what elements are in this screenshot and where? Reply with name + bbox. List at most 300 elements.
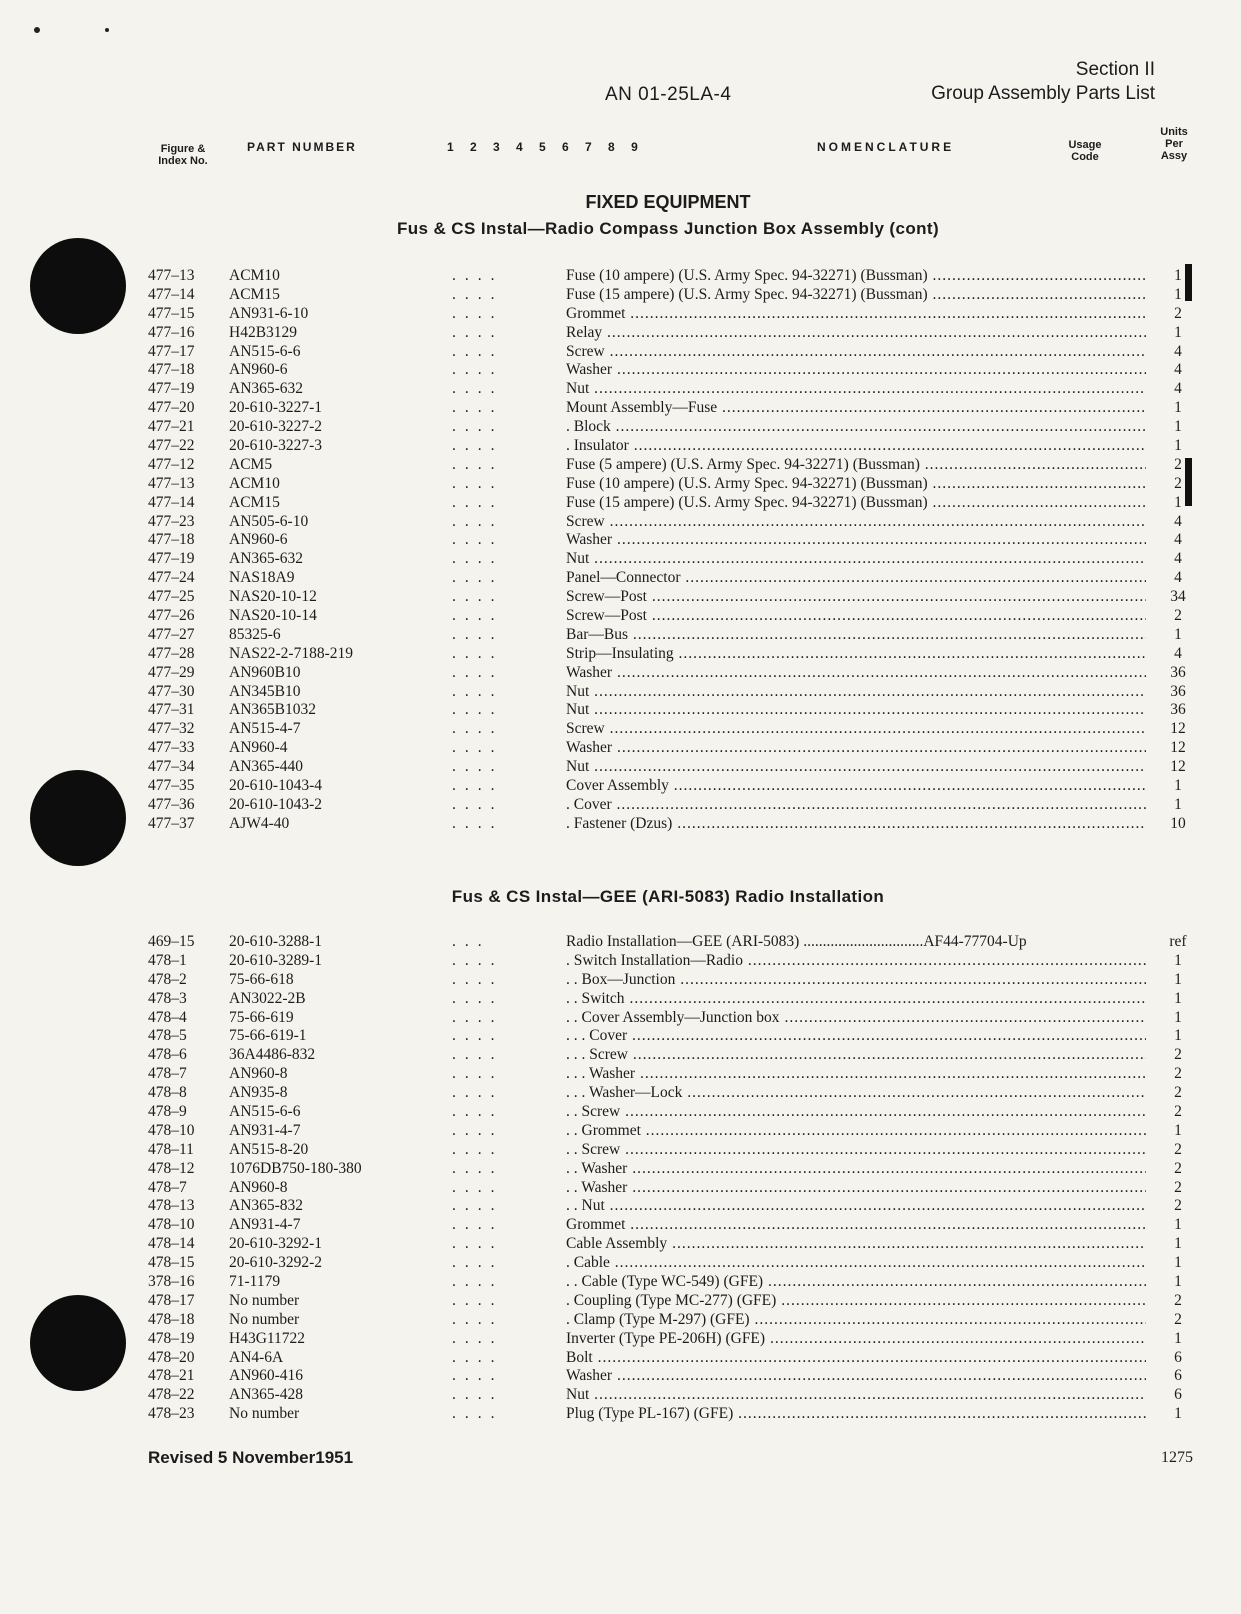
units-per-assy: 1 bbox=[1174, 777, 1182, 795]
part-number: 75-66-619 bbox=[229, 1008, 294, 1026]
figure-index: 378–16 bbox=[148, 1273, 195, 1291]
nomenclature: Screw ..... bbox=[566, 513, 1146, 532]
figure-index: 478–7 bbox=[148, 1065, 187, 1083]
table-row bbox=[0, 1367, 1241, 1386]
units-per-assy: 1 bbox=[1174, 1027, 1182, 1045]
indent-dots: .... bbox=[452, 1367, 504, 1385]
part-number: NAS18A9 bbox=[229, 569, 295, 587]
table-row bbox=[0, 380, 1241, 399]
figure-index: 477–37 bbox=[148, 814, 195, 832]
table-row bbox=[0, 286, 1241, 305]
part-number: AN3022-2B bbox=[229, 989, 306, 1007]
indent-dots: .... bbox=[452, 437, 504, 455]
units-per-assy: 1 bbox=[1174, 323, 1182, 341]
figure-index: 477–29 bbox=[148, 663, 195, 681]
figure-index: 477–13 bbox=[148, 267, 195, 284]
table-row bbox=[0, 1027, 1241, 1046]
indent-dots: .... bbox=[452, 682, 504, 700]
part-number: AN931-6-10 bbox=[229, 304, 309, 322]
table-row bbox=[0, 513, 1241, 532]
figure-index: 478–18 bbox=[148, 1310, 195, 1328]
indent-dots: .... bbox=[452, 342, 504, 360]
indent-dots: .... bbox=[452, 739, 504, 757]
figure-index: 478–22 bbox=[148, 1386, 195, 1404]
nomenclature: Nut ..... bbox=[566, 758, 1146, 777]
part-number: NAS20-10-12 bbox=[229, 588, 317, 606]
table-row bbox=[0, 267, 1241, 286]
figure-index: 477–21 bbox=[148, 418, 195, 436]
table-row bbox=[0, 569, 1241, 588]
indent-dots: .... bbox=[452, 1291, 504, 1309]
part-number: AN515-6-6 bbox=[229, 342, 301, 360]
nomenclature: . . . Washer—Lock ..... bbox=[566, 1084, 1146, 1103]
part-number: AN365-832 bbox=[229, 1197, 304, 1215]
table-row bbox=[0, 1160, 1241, 1179]
table-row bbox=[0, 1311, 1241, 1330]
part-number: 20-610-1043-2 bbox=[229, 795, 322, 813]
table-row bbox=[0, 361, 1241, 380]
indent-dots: .... bbox=[452, 607, 504, 625]
figure-index: 477–13 bbox=[148, 474, 195, 492]
figure-index: 477–18 bbox=[148, 361, 195, 379]
nomenclature: Bolt ..... bbox=[566, 1349, 1146, 1368]
units-per-assy: 1 bbox=[1174, 399, 1182, 417]
nomenclature: . . Nut ..... bbox=[566, 1197, 1146, 1216]
indent-dots: .... bbox=[452, 970, 504, 988]
parts-list-1 bbox=[0, 267, 1241, 834]
figure-index: 477–22 bbox=[148, 437, 195, 455]
indent-dots: .... bbox=[452, 399, 504, 417]
units-per-assy: 12 bbox=[1170, 720, 1186, 738]
units-per-assy: 1 bbox=[1174, 285, 1182, 303]
part-number: 20-610-3227-3 bbox=[229, 437, 322, 455]
indent-dots: .... bbox=[452, 323, 504, 341]
indent-dots: ... bbox=[452, 933, 491, 950]
units-per-assy: 2 bbox=[1174, 1291, 1182, 1309]
units-per-assy: 6 bbox=[1174, 1367, 1182, 1385]
units-per-assy: 1 bbox=[1174, 1216, 1182, 1234]
units-per-assy: 1 bbox=[1174, 267, 1182, 284]
section-label: Section II bbox=[1075, 59, 1155, 80]
indent-dots: .... bbox=[452, 701, 504, 719]
col-units-per-assy: Units Per Assy bbox=[1160, 126, 1188, 162]
table-row bbox=[0, 324, 1241, 343]
figure-index: 478–19 bbox=[148, 1329, 195, 1347]
nomenclature: Mount Assembly—Fuse ..... bbox=[566, 399, 1146, 418]
units-per-assy: 1 bbox=[1174, 625, 1182, 643]
nomenclature: . . Grommet ..... bbox=[566, 1122, 1146, 1141]
figure-index: 478–2 bbox=[148, 970, 187, 988]
units-per-assy: 36 bbox=[1170, 663, 1186, 681]
part-number: AN515-4-7 bbox=[229, 720, 301, 738]
indent-dots: .... bbox=[452, 512, 504, 530]
indent-dots: .... bbox=[452, 474, 504, 492]
table-row bbox=[0, 1292, 1241, 1311]
nomenclature: . Switch Installation—Radio ..... bbox=[566, 952, 1146, 971]
nomenclature: Inverter (Type PE-206H) (GFE) ..... bbox=[566, 1330, 1146, 1349]
indent-dots: .... bbox=[452, 569, 504, 587]
indent-dots: .... bbox=[452, 1235, 504, 1253]
part-number: AN935-8 bbox=[229, 1084, 288, 1102]
part-number: AN960-4 bbox=[229, 739, 288, 757]
units-per-assy: 2 bbox=[1174, 607, 1182, 625]
part-number: No number bbox=[229, 1405, 300, 1423]
table-row bbox=[0, 1254, 1241, 1273]
indent-dots: .... bbox=[452, 1216, 504, 1234]
table-row bbox=[0, 971, 1241, 990]
nomenclature: . Clamp (Type M-297) (GFE) ..... bbox=[566, 1311, 1146, 1330]
indent-dots: .... bbox=[452, 1348, 504, 1366]
indent-dots: .... bbox=[452, 1103, 504, 1121]
nomenclature: . . Screw ..... bbox=[566, 1141, 1146, 1160]
part-number: 20-610-1043-4 bbox=[229, 777, 322, 795]
figure-index: 477–25 bbox=[148, 588, 195, 606]
part-number: 75-66-618 bbox=[229, 970, 294, 988]
units-per-assy: 4 bbox=[1174, 361, 1182, 379]
indent-dots: .... bbox=[452, 1386, 504, 1404]
table-row bbox=[0, 701, 1241, 720]
part-number: No number bbox=[229, 1291, 300, 1309]
figure-index: 478–11 bbox=[148, 1140, 194, 1158]
units-per-assy: 1 bbox=[1174, 493, 1182, 511]
speck bbox=[34, 27, 40, 33]
units-per-assy: 2 bbox=[1174, 1046, 1182, 1064]
figure-index: 478–5 bbox=[148, 1027, 187, 1045]
figure-index: 477–34 bbox=[148, 758, 195, 776]
part-number: AN931-4-7 bbox=[229, 1121, 301, 1139]
table-row bbox=[0, 1330, 1241, 1349]
units-per-assy: 2 bbox=[1174, 1140, 1182, 1158]
table-row bbox=[0, 664, 1241, 683]
indent-dots: .... bbox=[452, 550, 504, 568]
units-per-assy: 36 bbox=[1170, 682, 1186, 700]
figure-index: 477–17 bbox=[148, 342, 195, 360]
nomenclature: Strip—Insulating ..... bbox=[566, 645, 1146, 664]
indent-dots: .... bbox=[452, 663, 504, 681]
units-per-assy: 1 bbox=[1174, 437, 1182, 455]
indent-dots: .... bbox=[452, 493, 504, 511]
figure-index: 469–15 bbox=[148, 933, 195, 950]
table-row bbox=[0, 739, 1241, 758]
units-per-assy: 1 bbox=[1174, 1008, 1182, 1026]
table-row bbox=[0, 1103, 1241, 1122]
part-number: AN4-6A bbox=[229, 1348, 284, 1366]
units-per-assy: 1 bbox=[1174, 1329, 1182, 1347]
figure-index: 478–9 bbox=[148, 1103, 187, 1121]
indent-dots: .... bbox=[452, 1121, 504, 1139]
nomenclature: . Coupling (Type MC-277) (GFE) ..... bbox=[566, 1292, 1146, 1311]
table-row bbox=[0, 588, 1241, 607]
indent-dots: .... bbox=[452, 989, 504, 1007]
figure-index: 478–15 bbox=[148, 1254, 195, 1272]
nomenclature: Nut ..... bbox=[566, 380, 1146, 399]
figure-index: 477–14 bbox=[148, 493, 195, 511]
nomenclature: Nut ..... bbox=[566, 1386, 1146, 1405]
nomenclature: . . . Screw ..... bbox=[566, 1046, 1146, 1065]
units-per-assy: 1 bbox=[1174, 418, 1182, 436]
indent-dots: .... bbox=[452, 1178, 504, 1196]
part-number: AN960B10 bbox=[229, 663, 301, 681]
part-number: AN365-632 bbox=[229, 550, 304, 568]
indent-dots: .... bbox=[452, 625, 504, 643]
table-row bbox=[0, 1179, 1241, 1198]
nomenclature: Screw—Post ..... bbox=[566, 588, 1146, 607]
figure-index: 478–12 bbox=[148, 1159, 195, 1177]
nomenclature: Fuse (5 ampere) (U.S. Army Spec. 94-32271) (Bussman) ..... bbox=[566, 456, 1146, 475]
figure-index: 478–7 bbox=[148, 1178, 187, 1196]
revision-date: Revised 5 November1951 bbox=[148, 1448, 354, 1467]
units-per-assy: 2 bbox=[1174, 1159, 1182, 1177]
nomenclature: Nut ..... bbox=[566, 683, 1146, 702]
indent-dots: .... bbox=[452, 1310, 504, 1328]
indent-dots: .... bbox=[452, 1197, 504, 1215]
units-per-assy: 1 bbox=[1174, 795, 1182, 813]
nomenclature: . . Box—Junction ..... bbox=[566, 971, 1146, 990]
figure-index: 478–8 bbox=[148, 1084, 187, 1102]
figure-index: 478–14 bbox=[148, 1235, 195, 1253]
nomenclature: Washer ..... bbox=[566, 361, 1146, 380]
part-number: AN365-428 bbox=[229, 1386, 304, 1404]
figure-index: 477–23 bbox=[148, 512, 195, 530]
units-per-assy: 12 bbox=[1170, 758, 1186, 776]
nomenclature: . . . Washer ..... bbox=[566, 1065, 1146, 1084]
units-per-assy: 6 bbox=[1174, 1348, 1182, 1366]
figure-index: 478–23 bbox=[148, 1405, 195, 1423]
part-number: 20-610-3288-1 bbox=[229, 933, 322, 950]
part-number: AN515-8-20 bbox=[229, 1140, 309, 1158]
part-number: 20-610-3227-2 bbox=[229, 418, 322, 436]
figure-index: 478–21 bbox=[148, 1367, 195, 1385]
page-number: 1275 bbox=[1161, 1449, 1193, 1466]
figure-index: 478–20 bbox=[148, 1348, 195, 1366]
part-number: AN505-6-10 bbox=[229, 512, 309, 530]
units-per-assy: 4 bbox=[1174, 342, 1182, 360]
table-row bbox=[0, 1405, 1241, 1424]
table-row bbox=[0, 399, 1241, 418]
nomenclature: . . . Cover ..... bbox=[566, 1027, 1146, 1046]
nomenclature: Washer ..... bbox=[566, 1367, 1146, 1386]
indent-dots: .... bbox=[452, 720, 504, 738]
table-row bbox=[0, 1273, 1241, 1292]
indent-dots: .... bbox=[452, 1046, 504, 1064]
figure-index: 477–14 bbox=[148, 285, 195, 303]
part-number: 20-610-3289-1 bbox=[229, 951, 322, 969]
figure-index: 478–1 bbox=[148, 951, 187, 969]
table-row bbox=[0, 933, 1241, 952]
group-title: FIXED EQUIPMENT bbox=[585, 192, 751, 212]
indent-dots: .... bbox=[452, 588, 504, 606]
table-row bbox=[0, 626, 1241, 645]
units-per-assy: 2 bbox=[1174, 1065, 1182, 1083]
indent-dots: .... bbox=[452, 1084, 504, 1102]
part-number: AN960-416 bbox=[229, 1367, 304, 1385]
table-row bbox=[0, 475, 1241, 494]
nomenclature: Grommet ..... bbox=[566, 1216, 1146, 1235]
table-row bbox=[0, 494, 1241, 513]
indent-dots: .... bbox=[452, 1329, 504, 1347]
table-row bbox=[0, 456, 1241, 475]
indent-dots: .... bbox=[452, 1027, 504, 1045]
table-row bbox=[0, 1122, 1241, 1141]
speck bbox=[105, 28, 109, 32]
indent-dots: .... bbox=[452, 814, 504, 832]
units-per-assy: 1 bbox=[1174, 1121, 1182, 1139]
table-row bbox=[0, 1046, 1241, 1065]
indent-dots: .... bbox=[452, 777, 504, 795]
nomenclature: . . Washer ..... bbox=[566, 1160, 1146, 1179]
part-number: ACM15 bbox=[229, 285, 280, 303]
indent-dots: .... bbox=[452, 267, 504, 284]
units-per-assy: 2 bbox=[1174, 1310, 1182, 1328]
section1-title: Fus & CS Instal—Radio Compass Junction Box Assembly (cont) bbox=[396, 219, 940, 238]
units-per-assy: 1 bbox=[1174, 1405, 1182, 1423]
part-number: 20-610-3292-1 bbox=[229, 1235, 322, 1253]
section-subtitle: Group Assembly Parts List bbox=[931, 83, 1155, 104]
table-row bbox=[0, 1386, 1241, 1405]
indent-dots: .... bbox=[452, 285, 504, 303]
part-number: AN365B1032 bbox=[229, 701, 316, 719]
units-per-assy: 2 bbox=[1174, 304, 1182, 322]
table-row bbox=[0, 343, 1241, 362]
table-row bbox=[0, 777, 1241, 796]
nomenclature: Panel—Connector ..... bbox=[566, 569, 1146, 588]
table-row bbox=[0, 758, 1241, 777]
indent-dots: .... bbox=[452, 795, 504, 813]
units-per-assy: 2 bbox=[1174, 1197, 1182, 1215]
indent-dots: .... bbox=[452, 758, 504, 776]
table-row bbox=[0, 815, 1241, 834]
units-per-assy: 2 bbox=[1174, 455, 1182, 473]
nomenclature: Fuse (10 ampere) (U.S. Army Spec. 94-32271) (Bussman) ..... bbox=[566, 267, 1146, 286]
figure-index: 477–30 bbox=[148, 682, 195, 700]
table-row bbox=[0, 796, 1241, 815]
col-digits: 1 2 3 4 5 6 7 8 9 bbox=[447, 140, 638, 154]
table-row bbox=[0, 607, 1241, 626]
indent-dots: .... bbox=[452, 1254, 504, 1272]
nomenclature: . Fastener (Dzus) ..... bbox=[566, 815, 1146, 834]
figure-index: 478–4 bbox=[148, 1008, 187, 1026]
units-per-assy: 1 bbox=[1174, 951, 1182, 969]
indent-dots: .... bbox=[452, 455, 504, 473]
figure-index: 477–33 bbox=[148, 739, 195, 757]
units-per-assy: 2 bbox=[1174, 474, 1182, 492]
nomenclature: Screw ..... bbox=[566, 343, 1146, 362]
nomenclature: . Cover ..... bbox=[566, 796, 1146, 815]
nomenclature: . . Cable (Type WC-549) (GFE) ..... bbox=[566, 1273, 1146, 1292]
part-number: 20-610-3227-1 bbox=[229, 399, 322, 417]
indent-dots: .... bbox=[452, 1140, 504, 1158]
document-number: AN 01-25LA-4 bbox=[605, 84, 732, 105]
indent-dots: .... bbox=[452, 1159, 504, 1177]
indent-dots: .... bbox=[452, 1008, 504, 1026]
part-number: 1076DB750-180-380 bbox=[229, 1159, 362, 1177]
part-number: ACM5 bbox=[229, 455, 273, 473]
nomenclature: Nut ..... bbox=[566, 701, 1146, 720]
units-per-assy: 4 bbox=[1174, 550, 1182, 568]
part-number: 36A4486-832 bbox=[229, 1046, 316, 1064]
figure-index: 477–28 bbox=[148, 644, 195, 662]
part-number: ACM10 bbox=[229, 267, 280, 284]
table-row bbox=[0, 1235, 1241, 1254]
table-row bbox=[0, 550, 1241, 569]
table-row bbox=[0, 645, 1241, 664]
nomenclature: Grommet ..... bbox=[566, 305, 1146, 324]
nomenclature: Fuse (10 ampere) (U.S. Army Spec. 94-32271) (Bussman) ..... bbox=[566, 475, 1146, 494]
part-number: AN960-8 bbox=[229, 1065, 288, 1083]
part-number: 71-1179 bbox=[229, 1273, 281, 1291]
nomenclature: . . Switch ..... bbox=[566, 990, 1146, 1009]
part-number: 75-66-619-1 bbox=[229, 1027, 307, 1045]
figure-index: 477–24 bbox=[148, 569, 195, 587]
indent-dots: .... bbox=[452, 380, 504, 398]
table-row bbox=[0, 683, 1241, 702]
figure-index: 478–17 bbox=[148, 1291, 195, 1309]
nomenclature: Radio Installation—GEE (ARI-5083) ...............................AF44-77704-Up bbox=[566, 933, 1027, 950]
part-number: ACM15 bbox=[229, 493, 280, 511]
indent-dots: .... bbox=[452, 1273, 504, 1291]
part-number: H42B3129 bbox=[229, 323, 298, 341]
indent-dots: .... bbox=[452, 418, 504, 436]
table-row bbox=[0, 1084, 1241, 1103]
units-per-assy: 34 bbox=[1170, 588, 1186, 606]
part-number: AN515-6-6 bbox=[229, 1103, 301, 1121]
col-nomenclature: NOMENCLATURE bbox=[817, 140, 955, 154]
figure-index: 477–35 bbox=[148, 777, 195, 795]
units-per-assy: 4 bbox=[1174, 569, 1182, 587]
units-per-assy: 4 bbox=[1174, 644, 1182, 662]
figure-index: 477–18 bbox=[148, 531, 195, 549]
figure-index: 477–12 bbox=[148, 455, 195, 473]
units-per-assy: 1 bbox=[1174, 989, 1182, 1007]
nomenclature: Cover Assembly ..... bbox=[566, 777, 1146, 796]
indent-dots: .... bbox=[452, 644, 504, 662]
table-row bbox=[0, 1141, 1241, 1160]
figure-index: 477–16 bbox=[148, 323, 195, 341]
figure-index: 477–19 bbox=[148, 380, 195, 398]
units-per-assy: ref bbox=[1169, 933, 1187, 950]
col-figure-index: Figure & Index No. bbox=[158, 143, 208, 167]
indent-dots: .... bbox=[452, 1405, 504, 1423]
table-row bbox=[0, 305, 1241, 324]
nomenclature: Fuse (15 ampere) (U.S. Army Spec. 94-32271) (Bussman) ..... bbox=[566, 494, 1146, 513]
units-per-assy: 2 bbox=[1174, 1178, 1182, 1196]
part-number: AJW4-40 bbox=[229, 814, 290, 832]
figure-index: 478–10 bbox=[148, 1121, 195, 1139]
units-per-assy: 12 bbox=[1170, 739, 1186, 757]
part-number: NAS20-10-14 bbox=[229, 607, 317, 625]
units-per-assy: 1 bbox=[1174, 1273, 1182, 1291]
nomenclature: Screw ..... bbox=[566, 720, 1146, 739]
units-per-assy: 2 bbox=[1174, 1103, 1182, 1121]
figure-index: 477–32 bbox=[148, 720, 195, 738]
indent-dots: .... bbox=[452, 1065, 504, 1083]
part-number: H43G11722 bbox=[229, 1329, 306, 1347]
figure-index: 477–27 bbox=[148, 625, 195, 643]
units-per-assy: 4 bbox=[1174, 531, 1182, 549]
units-per-assy: 2 bbox=[1174, 1084, 1182, 1102]
nomenclature: Washer ..... bbox=[566, 739, 1146, 758]
indent-dots: .... bbox=[452, 304, 504, 322]
nomenclature: Plug (Type PL-167) (GFE) ..... bbox=[566, 1405, 1146, 1424]
col-usage-code: Usage Code bbox=[1068, 139, 1102, 163]
figure-index: 477–19 bbox=[148, 550, 195, 568]
part-number: AN960-8 bbox=[229, 1178, 288, 1196]
figure-index: 477–31 bbox=[148, 701, 195, 719]
part-number: 85325-6 bbox=[229, 625, 281, 643]
indent-dots: .... bbox=[452, 361, 504, 379]
units-per-assy: 6 bbox=[1174, 1386, 1182, 1404]
figure-index: 477–26 bbox=[148, 607, 195, 625]
